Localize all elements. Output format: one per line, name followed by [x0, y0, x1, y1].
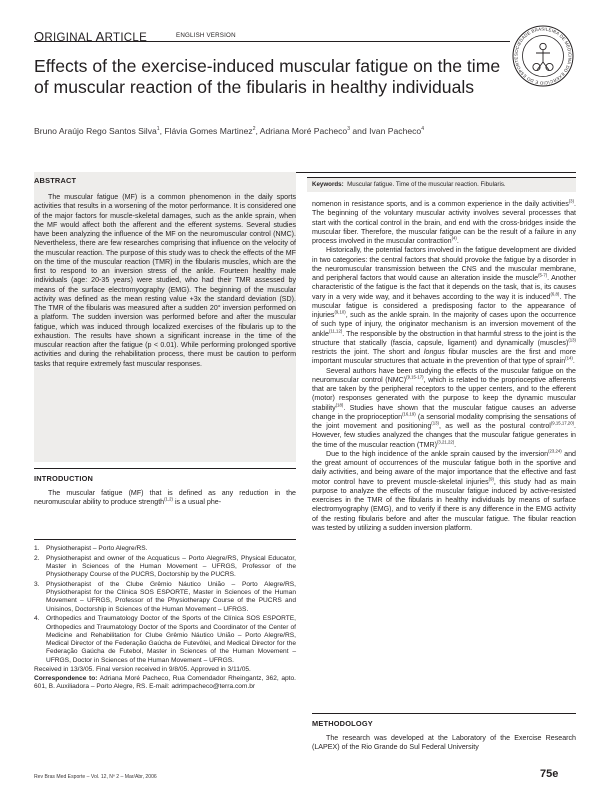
section-label: ORIGINAL ARTICLE [34, 29, 148, 44]
author-name: Bruno Araújo Rego Santos Silva [34, 125, 157, 136]
correspondence: Correspondence to: Adriana Moré Pacheco, Rua Comendador Rheingantz, 362, apto. 601, B. Auxiliadora – Porto Alegre, RS. E-mail: adrimpacheco@terra.com.br [34, 674, 296, 690]
svg-text:SOCIEDADE BRASILEIRA DE MEDICI: SOCIEDADE BRASILEIRA DE MEDICINA DO EXERCÍCIO E DO ESPORTE [513, 26, 573, 86]
affiliations [34, 545, 296, 691]
abstract-heading: ABSTRACT [34, 176, 77, 185]
header-divider [34, 41, 510, 42]
methodology-heading: METHODOLOGY [312, 719, 373, 728]
language-label: ENGLISH VERSION [176, 32, 236, 39]
section-divider [312, 713, 576, 714]
methodology-text: The research was developed at the Laboratory of the Exercise Research (LAPEX) of the Rio Grande do Sul Federal University [312, 734, 576, 752]
abstract-text: The muscular fatigue (MF) is a common phenomenon in the daily sports activities that results in a worsening of the motor performance. It is considered one of the major factors for muscle-skeletal damages, such as the ankle sprain, when the MF would affect both the afferent and the efferent systems. Several studies have been analyzing the influence of the MF on the neuromuscular control (NMC). Nevertheless, there are few researches comprising that influence on the velocity of the muscular reaction. The purpose of this study was to check the effects of the MF on the time of the muscular reaction (TMR) in the fibularis muscles, which are the first to respond to an inversion stress of the ankle. Fourteen healthy male individuals (age: 20-35 years) were studied, who had their TMR assessed by means of the surface electromyography (EMG). The beginning of the muscular activity was defined as the mean resting value +3x the standard deviation (SD). The TMR of the fibularis was measured after a sudden 20° inversion performed on a platform. The sudden inversion was performed before and after the muscular fatigue, which was induced through localized exercises of the fibularis up to the exhaustion. The results have shown a significant increase in the time of the muscular reaction after the fatigue (p < 0.01). While performing prolonged sportive activities and during the rehabilitation process, there must be caution to perform tasks that require extremely fast muscular responses. [34, 193, 296, 368]
article-title: Effects of the exercise-induced muscular fatigue on the time of muscular reaction of the fibularis in healthy individuals [34, 56, 501, 97]
affiliation-item: 3. Physiotherapist of the Clube Grêmio Náutico União – Porto Alegre/RS, Physiotherapist for the Clínica SOS ESPORTE, Master in Sciences of the Human Movement – UFRGS, Professor of the Physiotherapy Course of the PUCRS and Unisinos, Doctorship in Sciences of the Human Movement – UFRGS. [34, 580, 296, 613]
introduction-text: The muscular fatigue (MF) that is defined as any reduction in the neuromuscular ability to produce strength$^{(1,2)}$ is a usual phe- [34, 489, 296, 507]
affiliation-item: 2. Physiotherapist and owner of the Acquaticus – Porto Alegre/RS, Physical Educator, Master in Sciences of the Human Movement – UFRGS, Professor of the Physiotherapy Course of the PUCRS, Doctorship by the PUCRS. [34, 554, 296, 579]
page-number: 75e [540, 768, 559, 780]
society-seal-logo [511, 24, 575, 88]
introduction-continued: nomenon in resistance sports, and is a common experience in the daily activities$^{(3)}$. The beginning of the voluntary muscular activity involves several processes that start with the cortical control in the brain, and end with the cross-bridges inside the muscular fiber. Therefore, the muscular fatigue can be the result of a failure in any process involved in the muscular contraction$^{(4)}$. Historically, the potential factors involved in the fatigue development are divided in two categories: the central factors that should provoke the fatigue by a disorder in the neuromuscular transmission between the CNS and the muscular membrane, and peripheral factors that would cause an alteration inside the muscle$^{(5-7)}$. Another characteristic of the fatigue is the fact that it depends on the task, that is, its causes vary in a very wide way, and it behaves according to the way it is induced$^{(6,8)}$. The muscular fatigue is considered a predisposing factor to the appearance of injuries$^{(9,10)}$, such as the ankle sprain. In the majority of cases upon the occurrence of such type of injury, the originator mechanism is an inversion movement of the ankle$^{(11,12)}$. The responsible by the obstruction in that harmful stress to the joint is the structure that statically (fascia, capsule, ligament) and dynamically (muscles)$^{(13)}$ restricts the joint. The short and longus fibular muscles are the first and more important muscular structures that actuate in the prevention of that type of sprain$^{(14)}$. Several authors have been studying the effects of the muscular fatigue on the neuromuscular control (NMC)$^{(9,15-17)}$, which is related to the proprioceptive afferents that are taken by the peripheral receptors to the upper centers, and to the efferent (motor) responses generated with the purpose to keep the dynamic muscular stability$^{(18)}$. Studies have shown that the muscular fatigue causes an adverse change in the proprioception$^{(16,19)}$ (a sensorial modality comprising the sensations of the joint movement and positioning$^{(13)}$, as well as the postural control$^{(9,15,17,20)}$. However, few studies analyzed the changes that the muscular fatigue generates in the time of the muscular reaction (TMR)$^{(3,21,22)}$. Due to the high incidence of the ankle sprain caused by the inversion$^{(23,24)}$ and the great amount of occurrences of the muscular fatigue both in the sportive and daily activities, and being aware of the major importance that the effective and fast motor control have to prevent muscle-skeletal injuries$^{(9)}$, this study had as main purpose to analyze the effects of the muscular fatigue induced by active-resisted exercises in the TMR of the fibularis in healthy individuals by means of surface electromyography (EMG), and to verify if there is any difference in the EMG activity of the resting fibularis before and after the muscular fatigue. The fibular reaction was tested by utilizing a sudden inversion platform. [312, 198, 577, 532]
affiliation-item: 4. Orthopedics and Traumatology Doctor of the Sports of the Clínica SOS ESPORTE, Orthopedics and Traumatology Doctor of the Sports and Coordinator of the Center of Medicine and Rehabilitation for Clube Grêmio Náutico União – Porto Alegre/RS, Medical Director of the Federação Gaúcha de Futevôlei, and Medical Director for the Federação Gaúcha de Futebol, Master in Sciences of the Human Movement – UFRGS, Doctor in Sciences of the Human Movement – UFRGS. [34, 615, 296, 664]
affiliation-item: 1. Physiotherapist – Porto Alegre/RS. [34, 545, 148, 552]
footnote-divider [34, 539, 296, 540]
author-name: Adriana Moré Pacheco [259, 125, 348, 136]
author-list: Bruno Araújo Rego Santos Silva$^1$, Flávia Gomes Martinez$^2$, Adriana Moré Pacheco$^3$ and Ivan Pacheco$^4$ [34, 125, 424, 136]
publication-dates: Received in 13/3/05. Final version received in 9/8/05. Approved in 3/11/05. [34, 666, 251, 674]
journal-citation: Rev Bras Med Esporte – Vol. 12, Nº 2 – Mar/Abr, 2006 [34, 774, 157, 780]
keywords: Keywords: Muscular fatigue. Time of the muscular reaction. Fibularis. [312, 181, 506, 188]
author-name: Flávia Gomes Martinez [164, 125, 253, 136]
introduction-heading: INTRODUCTION [34, 474, 94, 483]
author-name: Ivan Pacheco [369, 125, 422, 136]
section-divider [34, 468, 296, 469]
